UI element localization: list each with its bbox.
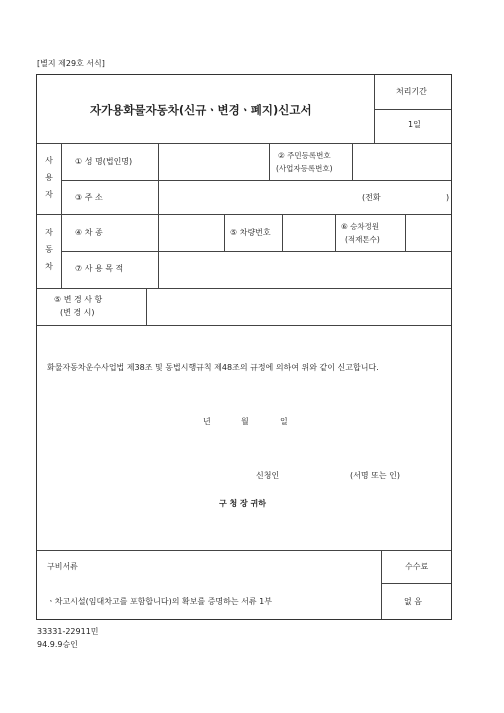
change-when-label: (변 경 시) <box>60 308 95 317</box>
form-number: [별지 제29호 서식] <box>37 59 105 68</box>
form-title: 자가용화물자동차(신규ㆍ변경ㆍ폐지)신고서 <box>90 103 312 117</box>
recipient: 구 청 장 귀하 <box>219 499 266 508</box>
date-month: 월 <box>241 417 249 426</box>
form-code: 33331-22911민 <box>37 627 99 636</box>
reg-number-label: ② 주민등록번호 <box>278 151 331 160</box>
form-frame <box>36 74 452 620</box>
phone-open: (전화 <box>362 193 381 202</box>
user-side-label: 사 용 자 <box>45 156 53 199</box>
plate-number-label: ⑤ 차량번호 <box>230 228 271 237</box>
vehicle-type-label: ④ 차 종 <box>75 228 103 237</box>
capacity-label: ⑥ 승차정원 <box>341 222 380 231</box>
documents-label: 구비서류 <box>47 562 78 571</box>
required-document-item: ㆍ차고시설(임대차고를 포함합니다)의 확보를 증명하는 서류 1부 <box>47 597 272 606</box>
date-day: 일 <box>280 417 288 426</box>
approval-date: 94.9.9승인 <box>37 640 78 649</box>
address-label: ③ 주 소 <box>75 193 103 202</box>
declaration-text: 화물자동차운수사업법 제38조 및 동법시행규칙 제48조의 규정에 의하여 위와 같이 신고합니다. <box>47 363 379 372</box>
applicant-label: 신청인 <box>256 471 280 480</box>
fee-label: 수수료 <box>405 562 429 571</box>
business-reg-label: (사업자등록번호) <box>276 164 333 173</box>
change-label: ⑤ 변 경 사 항 <box>54 295 103 304</box>
fee-value: 없 음 <box>404 597 422 606</box>
tonnage-label: (적재톤수) <box>345 235 380 244</box>
processing-period-label: 처리기간 <box>396 87 427 96</box>
date-year: 년 <box>203 417 211 426</box>
signature-label: (서명 또는 인) <box>350 471 400 480</box>
processing-period-value: 1일 <box>408 120 421 129</box>
name-label: ① 성 명(법인명) <box>75 157 133 166</box>
purpose-label: ⑦ 사 용 목 적 <box>75 264 124 273</box>
vehicle-side-label: 자 동 차 <box>45 228 53 271</box>
phone-close: ) <box>446 193 450 202</box>
